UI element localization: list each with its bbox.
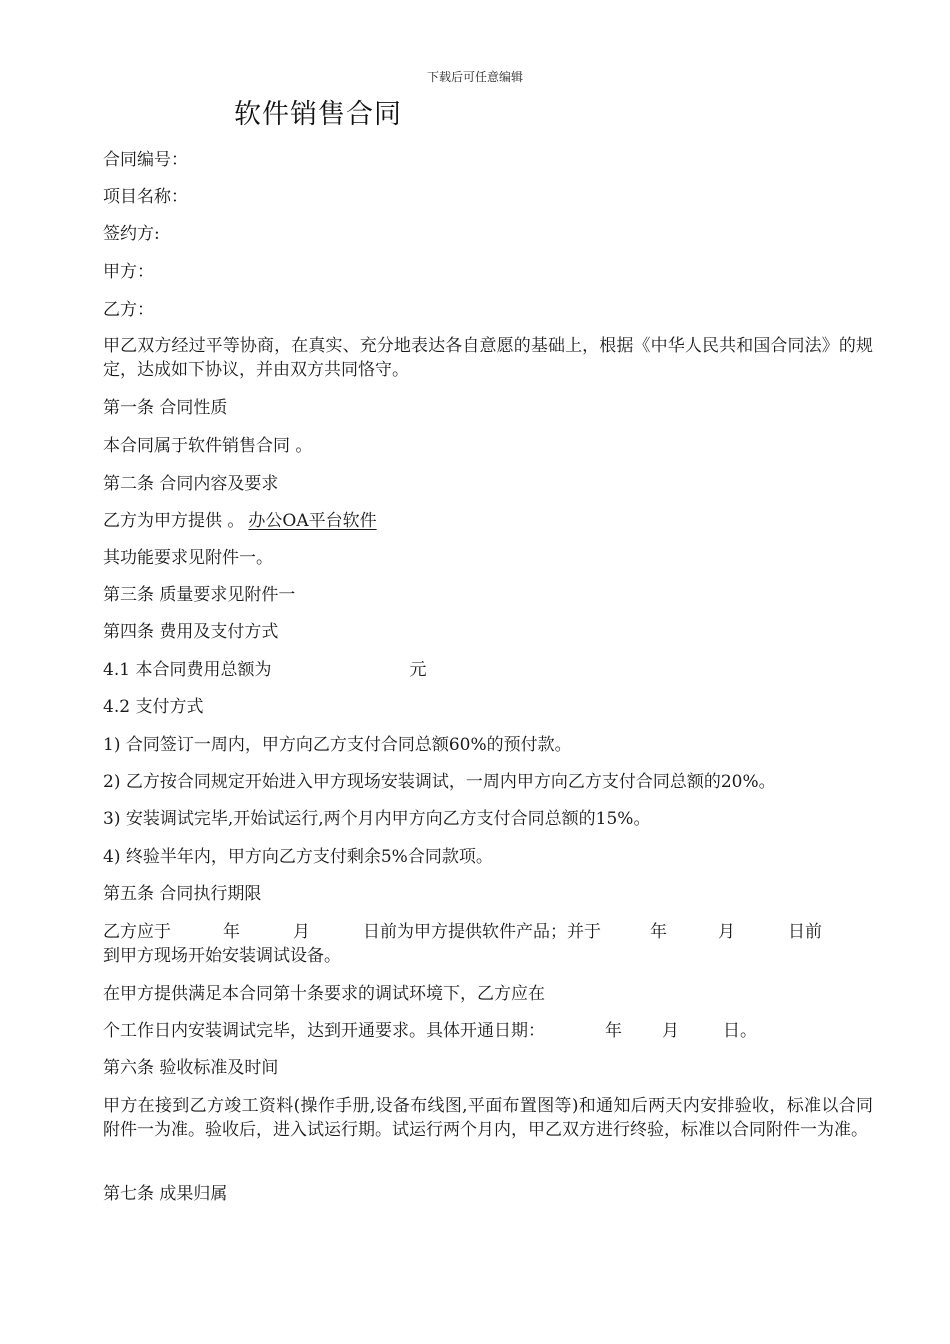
- article-1-body: 本合同属于软件销售合同 。: [103, 436, 313, 456]
- contract-number-label: 合同编号：: [103, 150, 188, 170]
- article-6-title: 第六条 验收标准及时间: [103, 1058, 279, 1078]
- product-name: 办公OA平台软件: [248, 511, 377, 531]
- document-title: 软件销售合同: [234, 99, 402, 130]
- article-3-title: 第三条 质量要求见附件一: [103, 585, 296, 605]
- total-amount-label: 4.1 本合同费用总额为: [103, 660, 272, 680]
- year-label: 年: [650, 922, 667, 942]
- currency-unit: 元: [409, 660, 427, 680]
- year-label: 年: [605, 1021, 622, 1041]
- year-label: 年: [223, 922, 240, 942]
- payment-method-label: 4.2 支付方式: [103, 697, 204, 717]
- article-5-line-2: 到甲方现场开始安装调试设备。: [103, 946, 341, 966]
- party-b-label: 乙方：: [103, 300, 154, 320]
- article-2-title: 第二条 合同内容及要求: [103, 474, 279, 494]
- deadline-prefix: 乙方应于: [103, 922, 171, 942]
- article-7-title: 第七条 成果归属: [103, 1184, 228, 1204]
- payment-item: 3) 安装调试完毕,开始试运行,两个月内甲方向乙方支付合同总额的15%。: [103, 809, 651, 829]
- payment-item: 2) 乙方按合同规定开始进入甲方现场安装调试，一周内甲方向乙方支付合同总额的20%。: [103, 772, 776, 792]
- payment-item: 1) 合同签订一周内，甲方向乙方支付合同总额60%的预付款。: [103, 735, 572, 755]
- article-5-line-3: 在甲方提供满足本合同第十条要求的调试环境下，乙方应在: [103, 984, 545, 1004]
- month-label: 月: [718, 922, 735, 942]
- day-label: 日。: [723, 1021, 757, 1041]
- preamble-paragraph: 甲乙双方经过平等协商，在真实、充分地表达各自意愿的基础上，根据《中华人民共和国合同法》的规定，达成如下协议，并由双方共同恪守。: [103, 336, 873, 380]
- article-2-body-prefix: 乙方为甲方提供 。: [103, 511, 245, 531]
- deadline-suffix: 日前: [788, 922, 822, 942]
- project-name-label: 项目名称：: [103, 187, 188, 207]
- payment-item: 4) 终验半年内，甲方向乙方支付剩余5%合同款项。: [103, 847, 493, 867]
- month-label: 月: [293, 922, 310, 942]
- signatory-label: 签约方:: [103, 224, 160, 244]
- month-label: 月: [662, 1021, 679, 1041]
- article-5-line-4: [103, 1019, 873, 1043]
- deadline-middle: 日前为甲方提供软件产品；并于: [363, 922, 601, 942]
- article-5-line-1: [103, 920, 873, 944]
- article-4-title: 第四条 费用及支付方式: [103, 622, 279, 642]
- header-note: 下载后可任意编辑: [426, 70, 523, 84]
- article-6-body: 甲方在接到乙方竣工资料(操作手册,设备布线图,平面布置图等)和通知后两天内安排验收，标准以合同附件一为准。验收后，进入试运行期。试运行两个月内，甲乙双方进行终验，标准以合同附件一为准。: [103, 1096, 873, 1140]
- article-2-body: [103, 509, 873, 533]
- open-date-label: 个工作日内安装调试完毕，达到开通要求。具体开通日期：: [103, 1021, 545, 1041]
- party-a-label: 甲方：: [103, 262, 154, 282]
- total-amount-line: [103, 658, 873, 682]
- article-1-title: 第一条 合同性质: [103, 398, 228, 418]
- article-5-title: 第五条 合同执行期限: [103, 884, 262, 904]
- article-2-body-2: 其功能要求见附件一。: [103, 548, 273, 568]
